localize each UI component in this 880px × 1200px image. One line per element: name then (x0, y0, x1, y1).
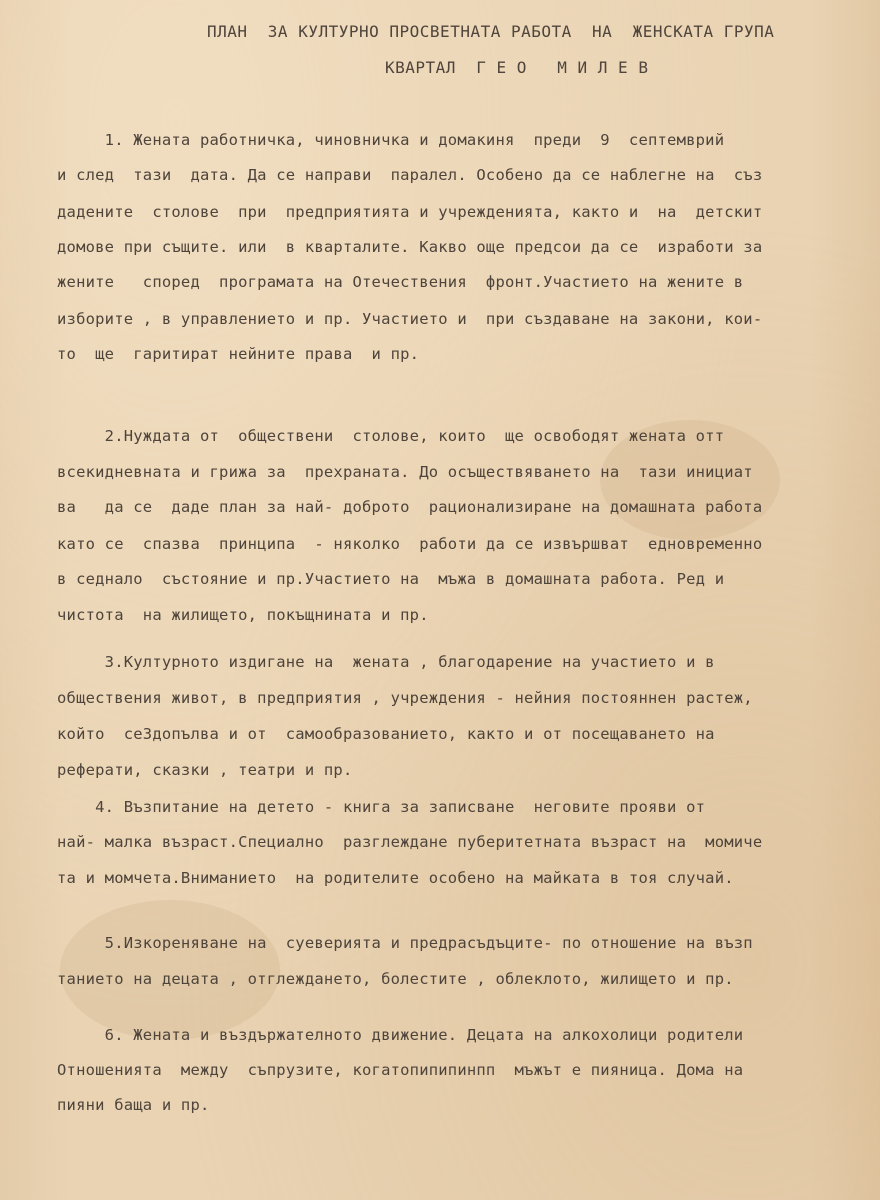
paragraph-2-line: 2.Нуждата от обществени столове, които ще освободят жената отт (57, 427, 725, 445)
paragraph-1-line: то ще гаритират нейните права и пр. (57, 345, 420, 363)
document-subtitle: КВАРТАЛ Г Е О М И Л Е В (385, 58, 649, 77)
paragraph-2-line: всекидневната и грижа за прехраната. До осъществяването на тази инициат (57, 463, 753, 481)
paragraph-3-line: реферати, сказки , театри и пр. (57, 761, 353, 779)
paragraph-1-line: изборите , в управлението и пр. Участието и при създаване на закони, кои- (57, 310, 763, 328)
paragraph-3-line: който сеЗдопълва и от самообразованието, както и от посещаването на (57, 725, 715, 743)
paragraph-1-line: домове при същите. или в кварталите. Какво още предсои да се изработи за (57, 238, 763, 256)
paragraph-4-line: та и момчета.Вниманието на родителите особено на майката в тоя случай. (57, 869, 734, 887)
paragraph-2-line: като се спазва принципа - няколко работи да се извършват едновременно (57, 535, 763, 553)
paragraph-4-line: 4. Възпитание на детето - книга за записване неговите прояви от (57, 798, 706, 816)
paragraph-6-line: пияни баща и пр. (57, 1096, 210, 1114)
paragraph-2-line: чистота на жилището, покъщнината и пр. (57, 606, 429, 624)
paragraph-1-line: и след тази дата. Да се направи паралел. Особено да се наблегне на съз (57, 166, 763, 184)
paragraph-2-line: в седнало състояние и пр.Участието на мъжа в домашната работа. Ред и (57, 570, 725, 588)
paragraph-1-line: дадените столове при предприятията и учрежденията, както и на детскит (57, 203, 763, 221)
paragraph-4-line: най- малка възраст.Специално разглеждане пуберитетната възраст на момиче (57, 833, 763, 851)
paragraph-2-line: ва да се даде план за най- доброто рационализиране на домашната работа (57, 498, 763, 516)
paragraph-3-line: обществения живот, в предприятия , учреждения - нейния постояннен растеж, (57, 689, 753, 707)
paragraph-6-line: Отношенията между съпрузите, когатопипипинпп мъжът е пияница. Дома на (57, 1061, 744, 1079)
paragraph-3-line: 3.Културното издигане на жената , благодарение на участието и в (57, 653, 715, 671)
paragraph-1-line: 1. Жената работничка, чиновничка и домакиня преди 9 септемврий (57, 131, 725, 149)
paragraph-5-line: танието на децата , отглеждането, болестите , облеклото, жилището и пр. (57, 970, 734, 988)
document-title: ПЛАН ЗА КУЛТУРНО ПРОСВЕТНАТА РАБОТА НА ЖЕНСКАТА ГРУПА (207, 22, 775, 41)
paragraph-1-line: жените според програмата на Отечествения фронт.Участието на жените в (57, 273, 744, 291)
paragraph-5-line: 5.Изкореняване на суеверията и предрасъдъците- по отношение на възп (57, 934, 753, 952)
paragraph-6-line: 6. Жената и въздържателното движение. Децата на алкохолици родители (57, 1026, 744, 1044)
